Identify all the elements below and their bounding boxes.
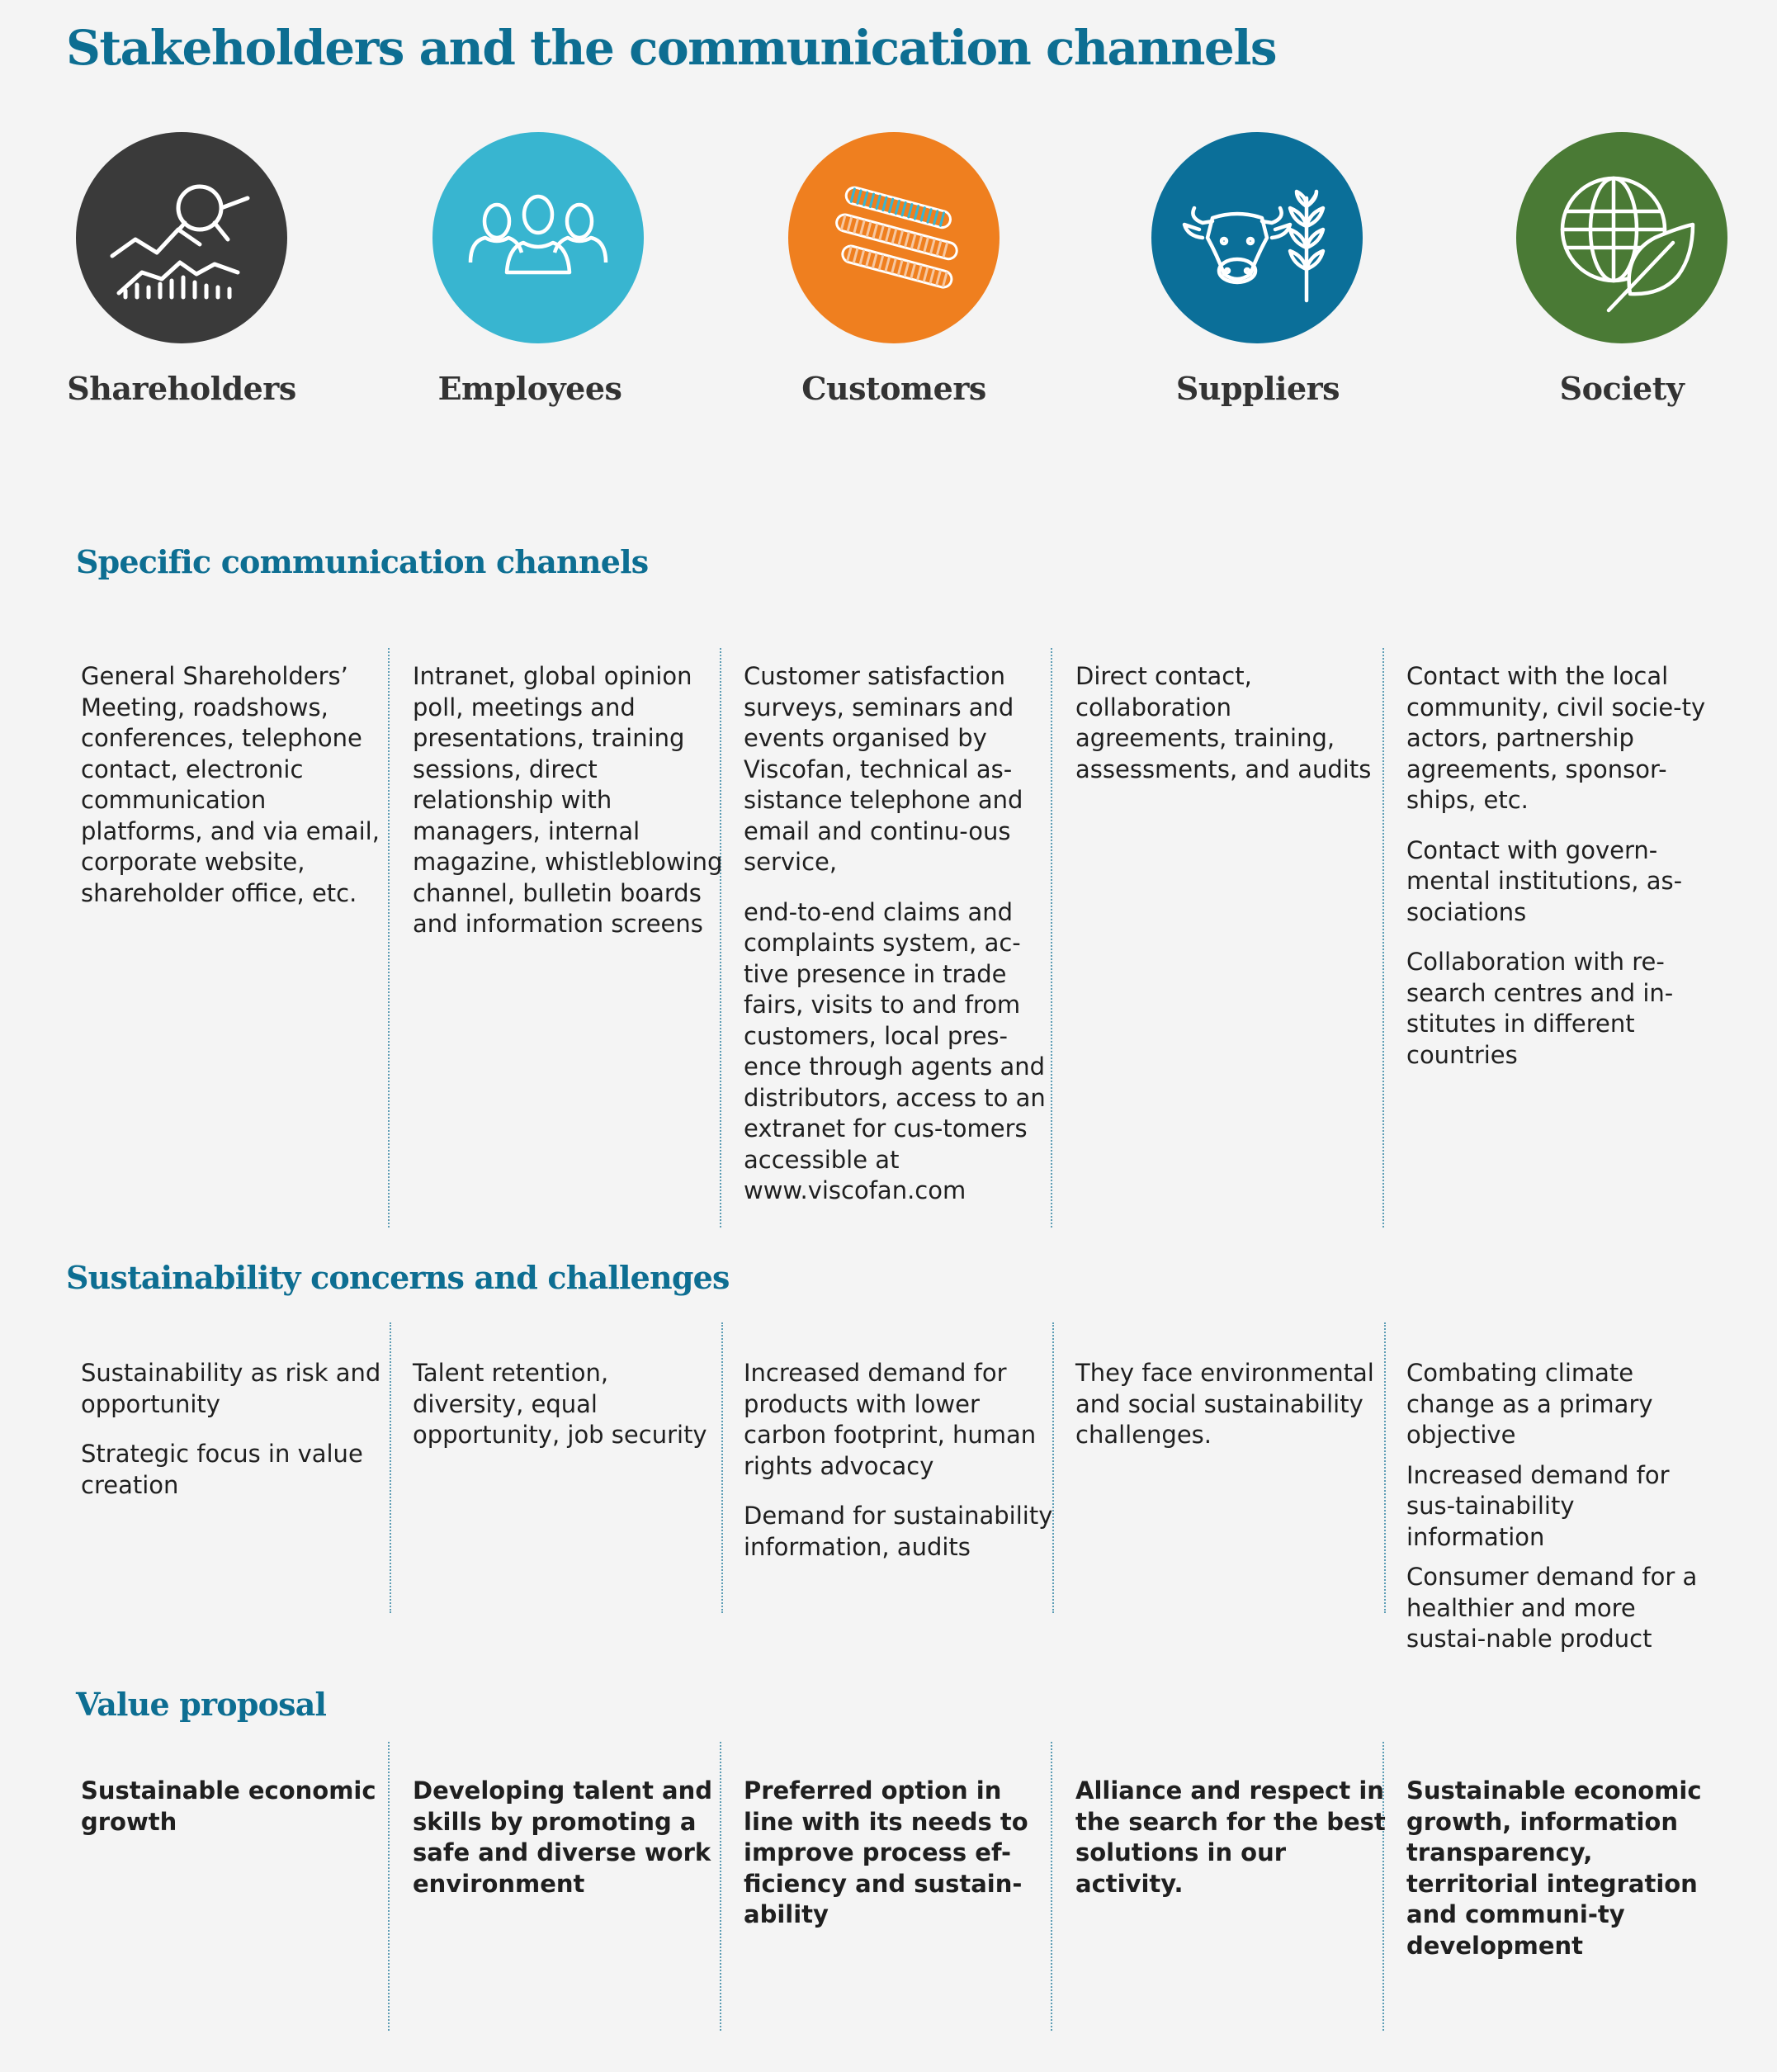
value-employees [413, 1776, 726, 1918]
stakeholder-label-customers: Customers [801, 370, 986, 407]
value-suppliers [1075, 1776, 1389, 1918]
section-title-channels: Specific communication channels [76, 543, 649, 580]
concerns-employees [413, 1358, 726, 1470]
concerns-suppliers-text: They face environmental and social sustainability challenges. [1075, 1359, 1374, 1449]
concerns-customers-text-2: Demand for sustainability information, audits [744, 1502, 1053, 1561]
globe-leaf-icon [1516, 132, 1727, 343]
magnifier-chart-icon [76, 132, 287, 343]
concerns-customers-text-1: Increased demand for products with lower carbon footprint, human rights advocacy [744, 1359, 1037, 1480]
section-title-value: Value proposal [76, 1686, 327, 1723]
customers-circle [788, 132, 1000, 343]
employees-circle [432, 132, 644, 343]
society-circle [1516, 132, 1727, 343]
concerns-suppliers [1075, 1358, 1389, 1470]
section-title-concerns: Sustainability concerns and challenges [66, 1259, 730, 1296]
channels-society-text-1: Contact with the local community, civil socie-ty actors, partnership agreements, sponsor-ships, etc. [1406, 662, 1706, 814]
stakeholder-label-suppliers: Suppliers [1175, 370, 1340, 407]
stakeholder-label-society: Society [1559, 370, 1685, 407]
concerns-society-text-1: Combating climate change as a primary objective [1406, 1359, 1653, 1449]
people-group-icon [432, 132, 644, 343]
stakeholder-label-shareholders: Shareholders [67, 370, 296, 407]
channels-employees-text: Intranet, global opinion poll, meetings and presentations, training sessions, direct relationship with managers, internal magazine, whistleblowing channel, bulletin boards and information screens [413, 662, 723, 938]
channels-employees [413, 661, 726, 959]
cow-wheat-icon [1151, 132, 1363, 343]
concerns-shareholders [81, 1358, 395, 1520]
shareholders-circle [76, 132, 287, 343]
value-shareholders [81, 1776, 395, 1857]
value-employees-text: Developing talent and skills by promoting a safe and diverse work environment [413, 1776, 712, 1898]
concerns-customers [744, 1358, 1057, 1582]
concerns-society [1406, 1358, 1720, 1674]
channels-customers-text-2: end-to-end claims and complaints system, ac-tive presence in trade fairs, visits to and from customers, local pres-ence through agents and distributors, access to an extranet for cus-tomers accessible at www.viscofan.com [744, 897, 1046, 1204]
channels-society-text-3: Collaboration with re-search centres and in-stitutes in different countries [1406, 948, 1674, 1069]
casings-icon [788, 132, 1000, 343]
concerns-shareholders-text-1: Sustainability as risk and opportunity [81, 1359, 381, 1418]
value-customers [744, 1776, 1057, 1950]
channels-shareholders-text: General Shareholders’ Meeting, roadshows, conferences, telephone contact, electronic communication platforms, and via email, corporate website, shareholder office, etc. [81, 662, 380, 907]
channels-suppliers-text: Direct contact, collaboration agreements, training, assessments, and audits [1075, 662, 1372, 783]
value-suppliers-text: Alliance and respect in the search for the best solutions in our activity. [1075, 1776, 1386, 1898]
value-society [1406, 1776, 1720, 1980]
concerns-society-text-3: Consumer demand for a healthier and more sustai-nable product [1406, 1563, 1698, 1653]
stakeholder-label-employees: Employees [437, 370, 622, 407]
channels-society [1406, 661, 1720, 1090]
suppliers-circle [1151, 132, 1363, 343]
channels-suppliers [1075, 661, 1389, 804]
channels-shareholders [81, 661, 395, 928]
channels-society-text-2: Contact with govern-mental institutions, as-sociations [1406, 835, 1683, 926]
channels-customers-text-1: Customer satisfaction surveys, seminars and events organised by Viscofan, technical as-sistance telephone and email and continu-ous service, [744, 662, 1023, 876]
value-shareholders-text: Sustainable economic growth [81, 1776, 376, 1836]
concerns-shareholders-text-2: Strategic focus in value creation [81, 1440, 363, 1499]
channels-customers [744, 661, 1057, 1226]
page-title: Stakeholders and the communication channels [66, 20, 1277, 76]
concerns-society-text-2: Increased demand for sus-tainability information [1406, 1460, 1670, 1551]
concerns-employees-text: Talent retention, diversity, equal opportunity, job security [413, 1359, 707, 1449]
value-society-text: Sustainable economic growth, information transparency, territorial integration and communi-ty development [1406, 1776, 1702, 1960]
value-customers-text: Preferred option in line with its needs to improve process ef-ficiency and sustain-ability [744, 1776, 1028, 1928]
